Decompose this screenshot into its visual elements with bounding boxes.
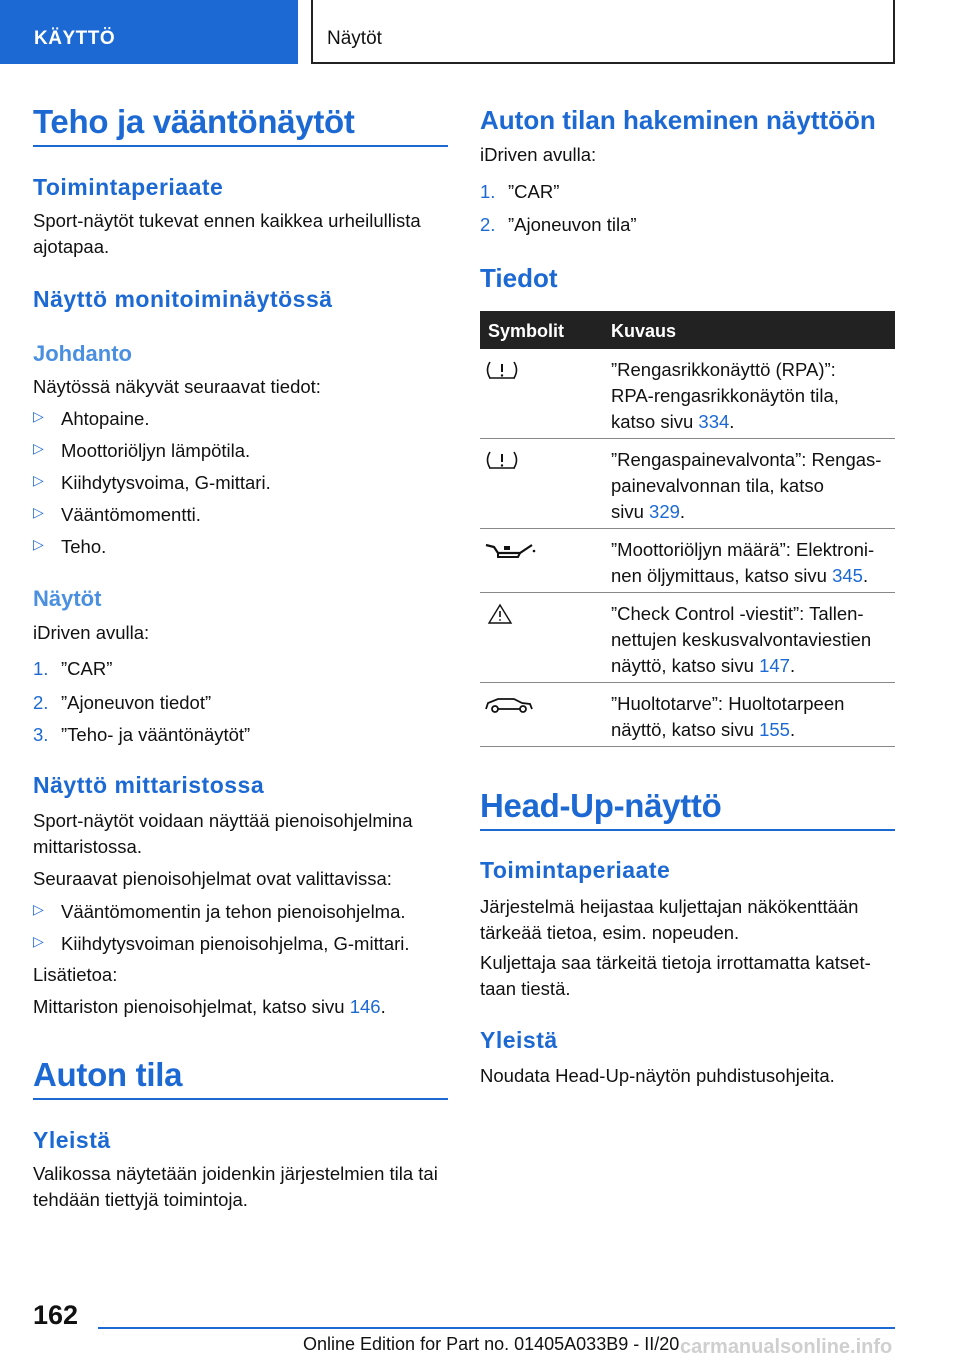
cluster-text-3: Seuraavat pienoisohjelmat ovat valittavissa:: [33, 868, 392, 889]
table-row: [480, 593, 895, 683]
watermark: carmanualsonline.info: [680, 1336, 893, 1358]
page-title: Teho ja vääntönäytöt: [33, 103, 355, 140]
intro-text: Näytössä näkyvät seuraavat tiedot:: [33, 376, 321, 397]
triangle-bullet-icon: ▷: [33, 504, 44, 520]
footer-divider: [98, 1327, 895, 1329]
tire-pressure-warning-icon: [480, 357, 540, 387]
hud-general-text: Noudata Head-Up-näytön puhdistusohjeita.: [480, 1065, 835, 1086]
chapter-title: Näytöt: [311, 0, 895, 64]
hud-principle-text-2: tärkeää tietoa, esim. nopeuden.: [480, 922, 740, 943]
hud-title: Head-Up-näyttö: [480, 787, 722, 824]
intro-heading: Johdanto: [33, 341, 132, 366]
title-underline: [480, 829, 895, 831]
displays-text: iDriven avulla:: [33, 622, 150, 643]
hud-principle-text-4: taan tiestä.: [480, 978, 571, 999]
general-text-2: tehdään tiettyjä toimintoja.: [33, 1189, 248, 1210]
car-service-icon: [480, 691, 540, 721]
principle-text-1: Sport-näytöt tukevat ennen kaikkea urheilullista: [33, 210, 421, 231]
oil-can-icon: [480, 537, 540, 567]
table-row: [480, 683, 895, 747]
hud-principle-heading: Toimintaperiaate: [480, 857, 671, 883]
fetch-heading: Auton tilan hakeminen näyttöön: [480, 105, 876, 135]
triangle-bullet-icon: ▷: [33, 472, 44, 488]
cluster-text-1: Sport-näytöt voidaan näyttää pienoisohjelmina: [33, 810, 413, 831]
row-description: ”Moottoriöljyn määrä”: Elektroni- nen öljymittaus, katso sivu 345.: [611, 539, 875, 586]
general-text-1: Valikossa näytetään joidenkin järjestelmien tila tai: [33, 1163, 438, 1184]
principle-text-2: ajotapaa.: [33, 236, 110, 257]
col-description: Kuvaus: [611, 321, 677, 341]
title-underline: [33, 145, 448, 147]
cluster-text-2: mittaristossa.: [33, 836, 142, 857]
hud-principle-text-1: Järjestelmä heijastaa kuljettajan näkökenttään: [480, 896, 859, 917]
page-link[interactable]: 329: [649, 501, 680, 522]
more-info-text: Mittariston pienoisohjelmat, katso sivu 146.: [33, 996, 386, 1017]
multi-display-heading: Näyttö monitoiminäytössä: [33, 286, 333, 312]
status-title: Auton tila: [33, 1056, 183, 1093]
row-description: ”Rengasrikkonäyttö (RPA)”: RPA-rengasrikkonäytön tila, katso sivu 334.: [611, 359, 839, 432]
table-row: [480, 439, 895, 529]
page-link[interactable]: 345: [832, 565, 863, 586]
section-tab: KÄYTTÖ: [0, 0, 298, 64]
tire-pressure-monitor-icon: [480, 447, 540, 477]
info-heading: Tiedot: [480, 263, 558, 293]
more-info-label: Lisätietoa:: [33, 964, 118, 985]
table-header: [480, 311, 895, 349]
edition-text: Online Edition for Part no. 01405A033B9 - II/20: [303, 1334, 680, 1354]
triangle-bullet-icon: ▷: [33, 933, 44, 949]
principle-heading: Toimintaperiaate: [33, 174, 224, 200]
title-underline: [33, 1098, 448, 1100]
row-description: ”Rengaspainevalvonta”: Rengas- painevalvonnan tila, katso sivu 329.: [611, 449, 882, 522]
hud-general-heading: Yleistä: [480, 1027, 558, 1053]
row-description: ”Huoltotarve”: Huoltotarpeen näyttö, katso sivu 155.: [611, 693, 845, 740]
triangle-bullet-icon: ▷: [33, 408, 44, 424]
fetch-text: iDriven avulla:: [480, 144, 597, 165]
triangle-bullet-icon: ▷: [33, 901, 44, 917]
page-link[interactable]: 146: [349, 996, 381, 1017]
page-link[interactable]: 155: [759, 719, 790, 740]
displays-heading: Näytöt: [33, 586, 102, 611]
cluster-heading: Näyttö mittaristossa: [33, 772, 265, 798]
page-link[interactable]: 147: [759, 655, 790, 676]
table-row: [480, 529, 895, 593]
table-row: [480, 349, 895, 439]
triangle-bullet-icon: ▷: [33, 536, 44, 552]
page-number: 162: [33, 1300, 79, 1330]
general-heading: Yleistä: [33, 1127, 111, 1153]
col-symbol: Symbolit: [488, 321, 565, 341]
hud-principle-text-3: Kuljettaja saa tärkeitä tietoja irrottamatta katset-: [480, 952, 871, 973]
row-description: ”Check Control -viestit”: Tallen- nettujen keskusvalvontaviestien näyttö, katso sivu 147.: [611, 603, 872, 676]
page-link[interactable]: 334: [698, 411, 730, 432]
warning-triangle-icon: [480, 601, 540, 631]
triangle-bullet-icon: ▷: [33, 440, 44, 456]
